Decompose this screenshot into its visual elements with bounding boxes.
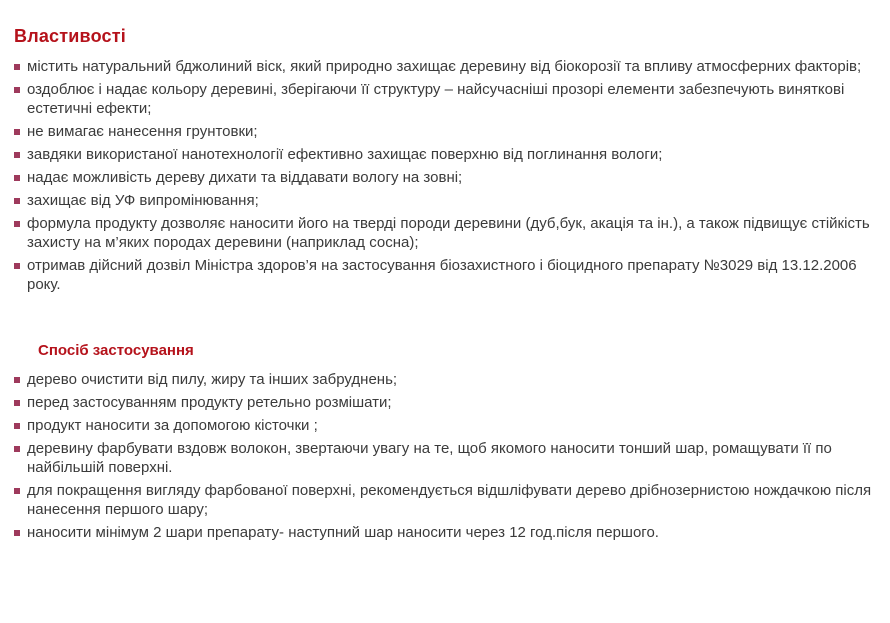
square-bullet-icon [14,175,20,181]
square-bullet-icon [14,64,20,70]
list-item-text: отримав дійсний дозвіл Міністра здоров’я на застосування біозахистного і біоцидного препарату №3029 від 13.12.2006 року. [27,257,857,293]
square-bullet-icon [14,198,20,204]
square-bullet-icon [14,488,20,494]
square-bullet-icon [14,129,20,135]
application-list [14,370,880,542]
list-item [14,416,880,435]
square-bullet-icon [14,400,20,406]
list-item-text: надає можливість дереву дихати та віддавати вологу на зовні; [27,169,463,186]
list-item-text: дерево очистити від пилу, жиру та інших забруднень; [27,371,398,388]
list-item-text: продукт наносити за допомогою кісточки ; [27,417,318,434]
list-item-text: оздоблює і надає кольору деревині, зберігаючи її структуру – найсучасніші прозорі елементи забезпечують виняткові естетичні ефекти; [27,81,845,117]
list-item [14,256,880,294]
page-content [14,26,880,546]
list-item-text: перед застосуванням продукту ретельно розмішати; [27,394,392,411]
square-bullet-icon [14,263,20,269]
properties-list [14,57,880,294]
list-item [14,57,880,76]
list-item [14,370,880,389]
square-bullet-icon [14,530,20,536]
list-item-text: захищає від УФ випромінювання; [27,192,259,209]
list-item-text: наносити мінімум 2 шари препарату- наступний шар наносити через 12 год.після першого. [27,524,659,541]
list-item [14,191,880,210]
list-item [14,145,880,164]
list-item-text: деревину фарбувати вздовж волокон, звертаючи увагу на те, щоб якомого наносити тонший шар, ромащувати її по найбільшій поверхні. [27,440,832,476]
list-item-text: містить натуральний бджолиний віск, який природно захищає деревину від біокорозії та впливу атмосферних факторів; [27,58,862,75]
list-item [14,214,880,252]
square-bullet-icon [14,221,20,227]
list-item-text: не вимагає нанесення грунтовки; [27,123,258,140]
square-bullet-icon [14,87,20,93]
list-item [14,168,880,187]
section-spacer [14,298,880,342]
square-bullet-icon [14,377,20,383]
list-item [14,80,880,118]
list-item-text: завдяки використаної нанотехнології ефективно захищає поверхню від поглинання вологи; [27,146,663,163]
list-item [14,481,880,519]
square-bullet-icon [14,446,20,452]
square-bullet-icon [14,423,20,429]
square-bullet-icon [14,152,20,158]
list-item [14,523,880,542]
list-item-text: формула продукту дозволяє наносити його на тверді породи деревини (дуб,бук, акація та ін.), а також підвищує стійкість захисту на м’яких породах деревини (наприклад сосна); [27,215,870,251]
list-item [14,439,880,477]
list-item [14,393,880,412]
application-title: Спосіб застосування [38,342,194,359]
list-item [14,122,880,141]
list-item-text: для покращення вигляду фарбованої поверхні, рекомендується відшліфувати дерево дрібнозернистою нождачкою після нанесення першого шару; [27,482,872,518]
properties-title: Властивості [14,26,126,46]
